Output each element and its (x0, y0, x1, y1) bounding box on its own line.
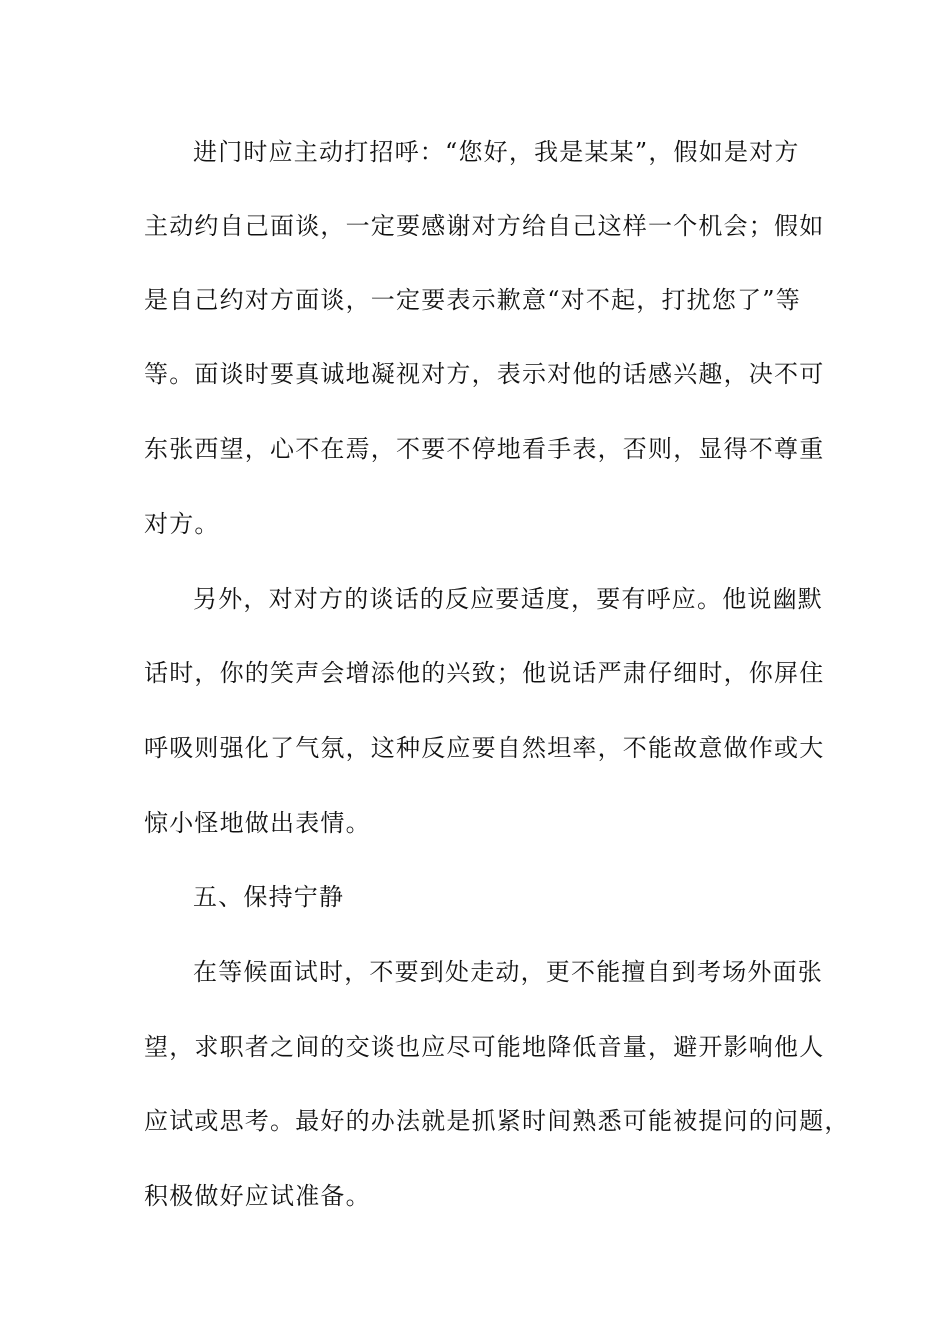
text-line: 惊小怪地做出表情。 (144, 809, 371, 837)
text-line: 等。面谈时要真诚地凝视对方，表示对他的话感兴趣，决不可 (144, 360, 825, 388)
text-line: 在等候面试时，不要到处走动，更不能擅自到考场外面张 (193, 958, 823, 986)
text-line: 东张西望，心不在焉，不要不停地看手表，否则，显得不尊重 (144, 435, 825, 463)
text-line: 应试或思考。最好的办法就是抓紧时间熟悉可能被提问的问题， (144, 1107, 850, 1135)
text-line: 是自己约对方面谈，一定要表示歉意“对不起，打扰您了”等 (144, 286, 801, 314)
text-line: 对方。 (144, 510, 220, 538)
text-line: 主动约自己面谈，一定要感谢对方给自己这样一个机会；假如 (144, 212, 825, 240)
text-line: 积极做好应试准备。 (144, 1182, 371, 1210)
section-heading: 五、保持宁静 (193, 883, 345, 911)
text-line: 话时，你的笑声会增添他的兴致；他说话严肃仔细时，你屏住 (144, 659, 825, 687)
text-line: 另外，对对方的谈话的反应要适度，要有呼应。他说幽默 (193, 585, 823, 613)
text-line: 呼吸则强化了气氛，这种反应要自然坦率，不能故意做作或大 (144, 734, 825, 762)
text-line: 进门时应主动打招呼：“您好，我是某某”，假如是对方 (193, 138, 800, 166)
text-line: 望，求职者之间的交谈也应尽可能地降低音量，避开影响他人 (144, 1033, 825, 1061)
